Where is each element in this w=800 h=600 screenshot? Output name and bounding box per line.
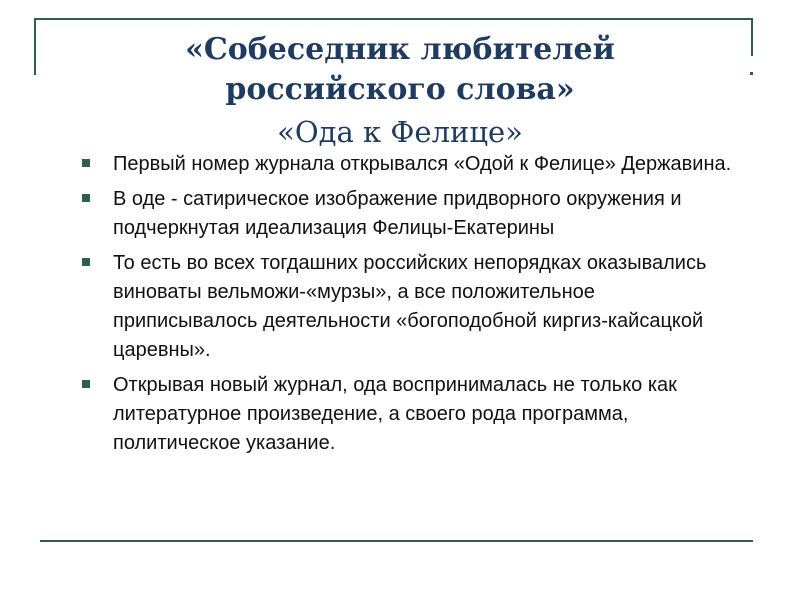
bullet-item [78,150,743,179]
square-bullet-icon [82,258,90,266]
slide-subtitle: «Ода к Фелице» [277,115,523,149]
square-bullet-icon [82,194,90,202]
title-line-1: «Собеседник любителей [185,32,615,67]
frame-top-line [34,18,753,20]
bullet-item [78,185,743,243]
frame-corner-dot [750,72,753,75]
frame-left-line [34,18,36,75]
bullet-text: То есть во всех тогдашних российских непорядках оказывались виноваты вельможи-«мурзы», а все положительное приписывалось деятельности «богоподобной киргиз-кайсацкой царевны». [113,252,707,361]
bullet-text: Открывая новый журнал, ода воспринималась не только как литературное произведение, а своего рода программа, политическое указание. [113,374,677,454]
bullet-item [78,249,743,365]
slide-title [60,30,740,110]
title-line-2: российского слова» [225,72,575,107]
frame-right-line [751,18,753,56]
bullet-text: В оде - сатирическое изображение придворного окружения и подчеркнутая идеализация Фелицы-Екатерины [113,188,682,239]
bullet-text: Первый номер журнала открывался «Одой к Фелице» Державина. [113,153,732,175]
bullet-item [78,371,743,458]
square-bullet-icon [82,380,90,388]
bullet-list [78,150,743,464]
bottom-divider [40,540,753,542]
square-bullet-icon [82,159,90,167]
